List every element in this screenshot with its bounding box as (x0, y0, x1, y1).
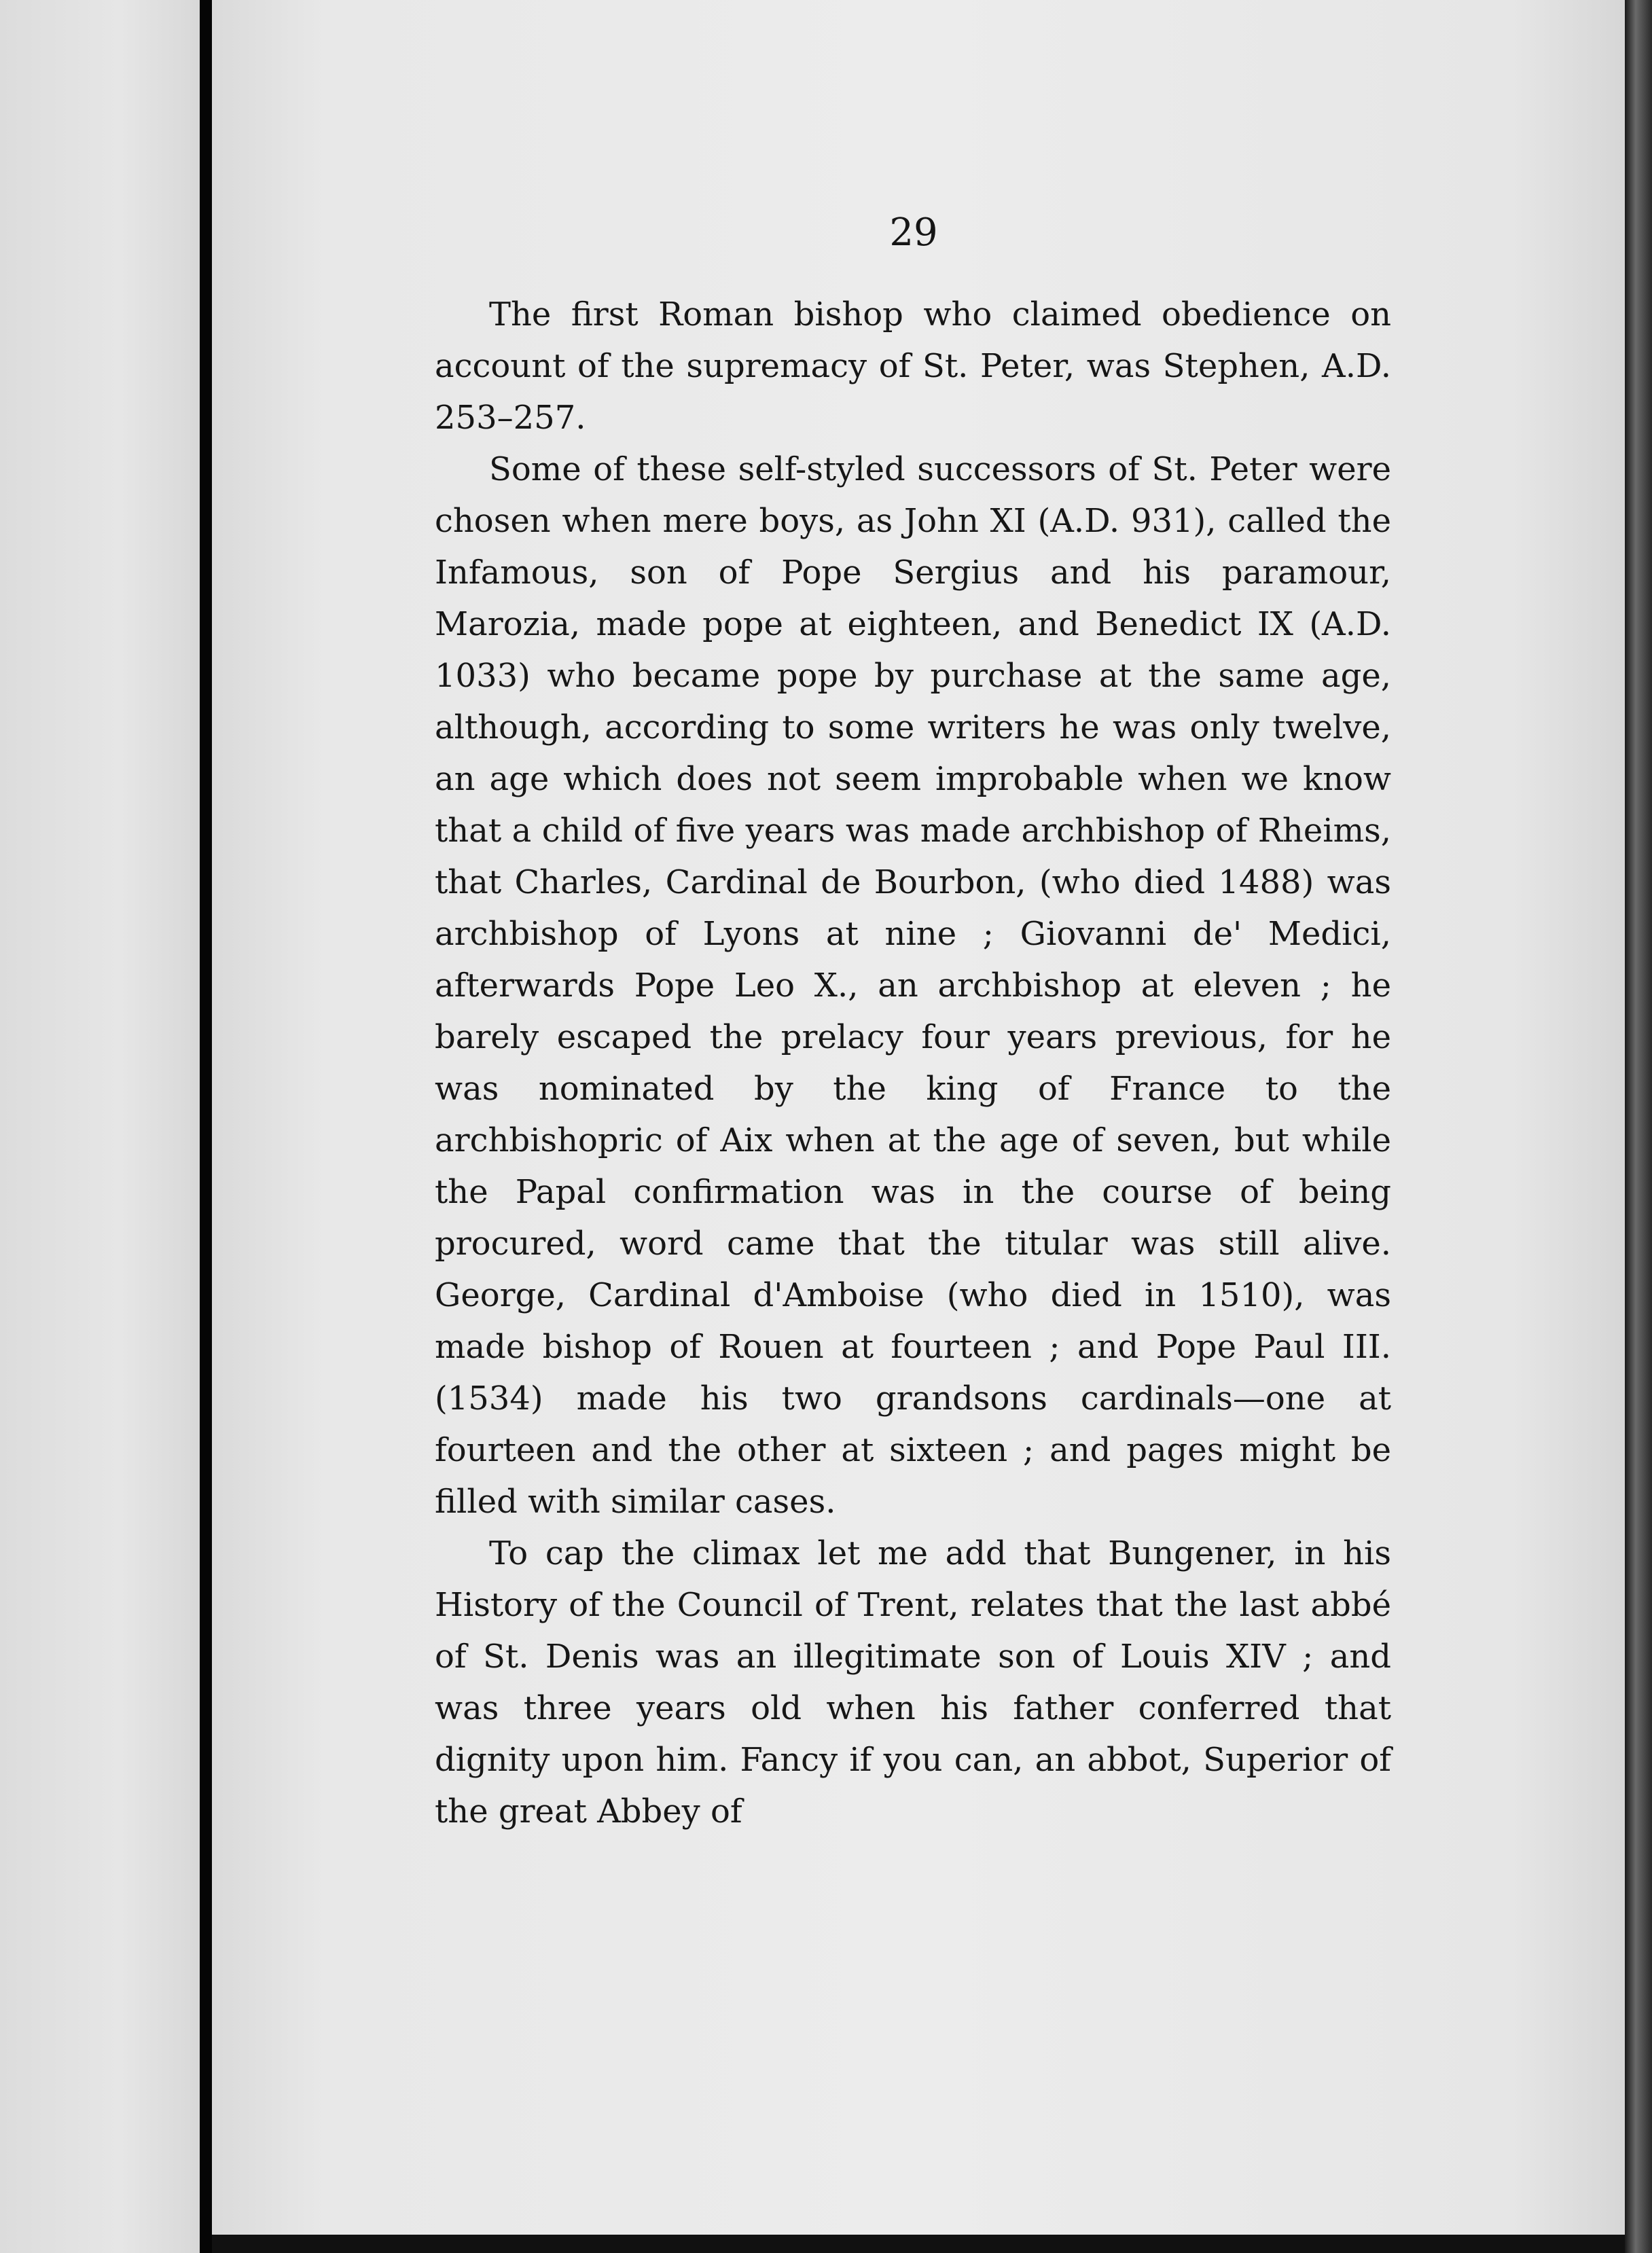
paragraph-abbe-st-denis: To cap the climax let me add that Bungener, in his History of the Council of Trent, relates that the last abbé of St. Denis was an illegitimate son of Louis XIV ; and was three years old when his father conferred that dignity upon him. Fancy if you can, an abbot, Superior of the great Abbey of (435, 1534, 1391, 1831)
body-text (435, 289, 1391, 1837)
paragraph-stephen: The first Roman bishop who claimed obedience on account of the supremacy of St. Peter, was Stephen, A.D. 253–257. (435, 295, 1391, 437)
page-fore-edge (1625, 0, 1652, 2253)
book-gutter (200, 0, 212, 2253)
page-bottom-edge (212, 2235, 1625, 2253)
paragraph-boy-popes: Some of these self-styled successors of St. Peter were chosen when mere boys, as John XI (A.D. 931), called the Infamous, son of Pope Sergius and his paramour, Marozia, made pope at eighteen, and Benedict IX (A.D. 1033) who became pope by purchase at the same age, although, according to some writers he was only twelve, an age which does not seem improbable when we know that a child of five years was made archbishop of Rheims, that Charles, Cardinal de Bourbon, (who died 1488) was archbishop of Lyons at nine ; Giovanni de' Medici, afterwards Pope Leo X., an archbishop at eleven ; he barely escaped the prelacy four years previous, for he was nominated by the king of France to the archbishopric of Aix when at the age of seven, but while the Papal confirmation was in the course of being procured, word came that the titular was still alive. George, Cardinal d'Amboise (who died in 1510), was made bishop of Rouen at fourteen ; and Pope Paul III. (1534) made his two grandsons cardinals—one at fourteen and the other at sixteen ; and pages might be filled with similar cases. (435, 450, 1391, 1521)
page-number: 29 (889, 211, 938, 255)
facing-page-edge (0, 0, 200, 2253)
